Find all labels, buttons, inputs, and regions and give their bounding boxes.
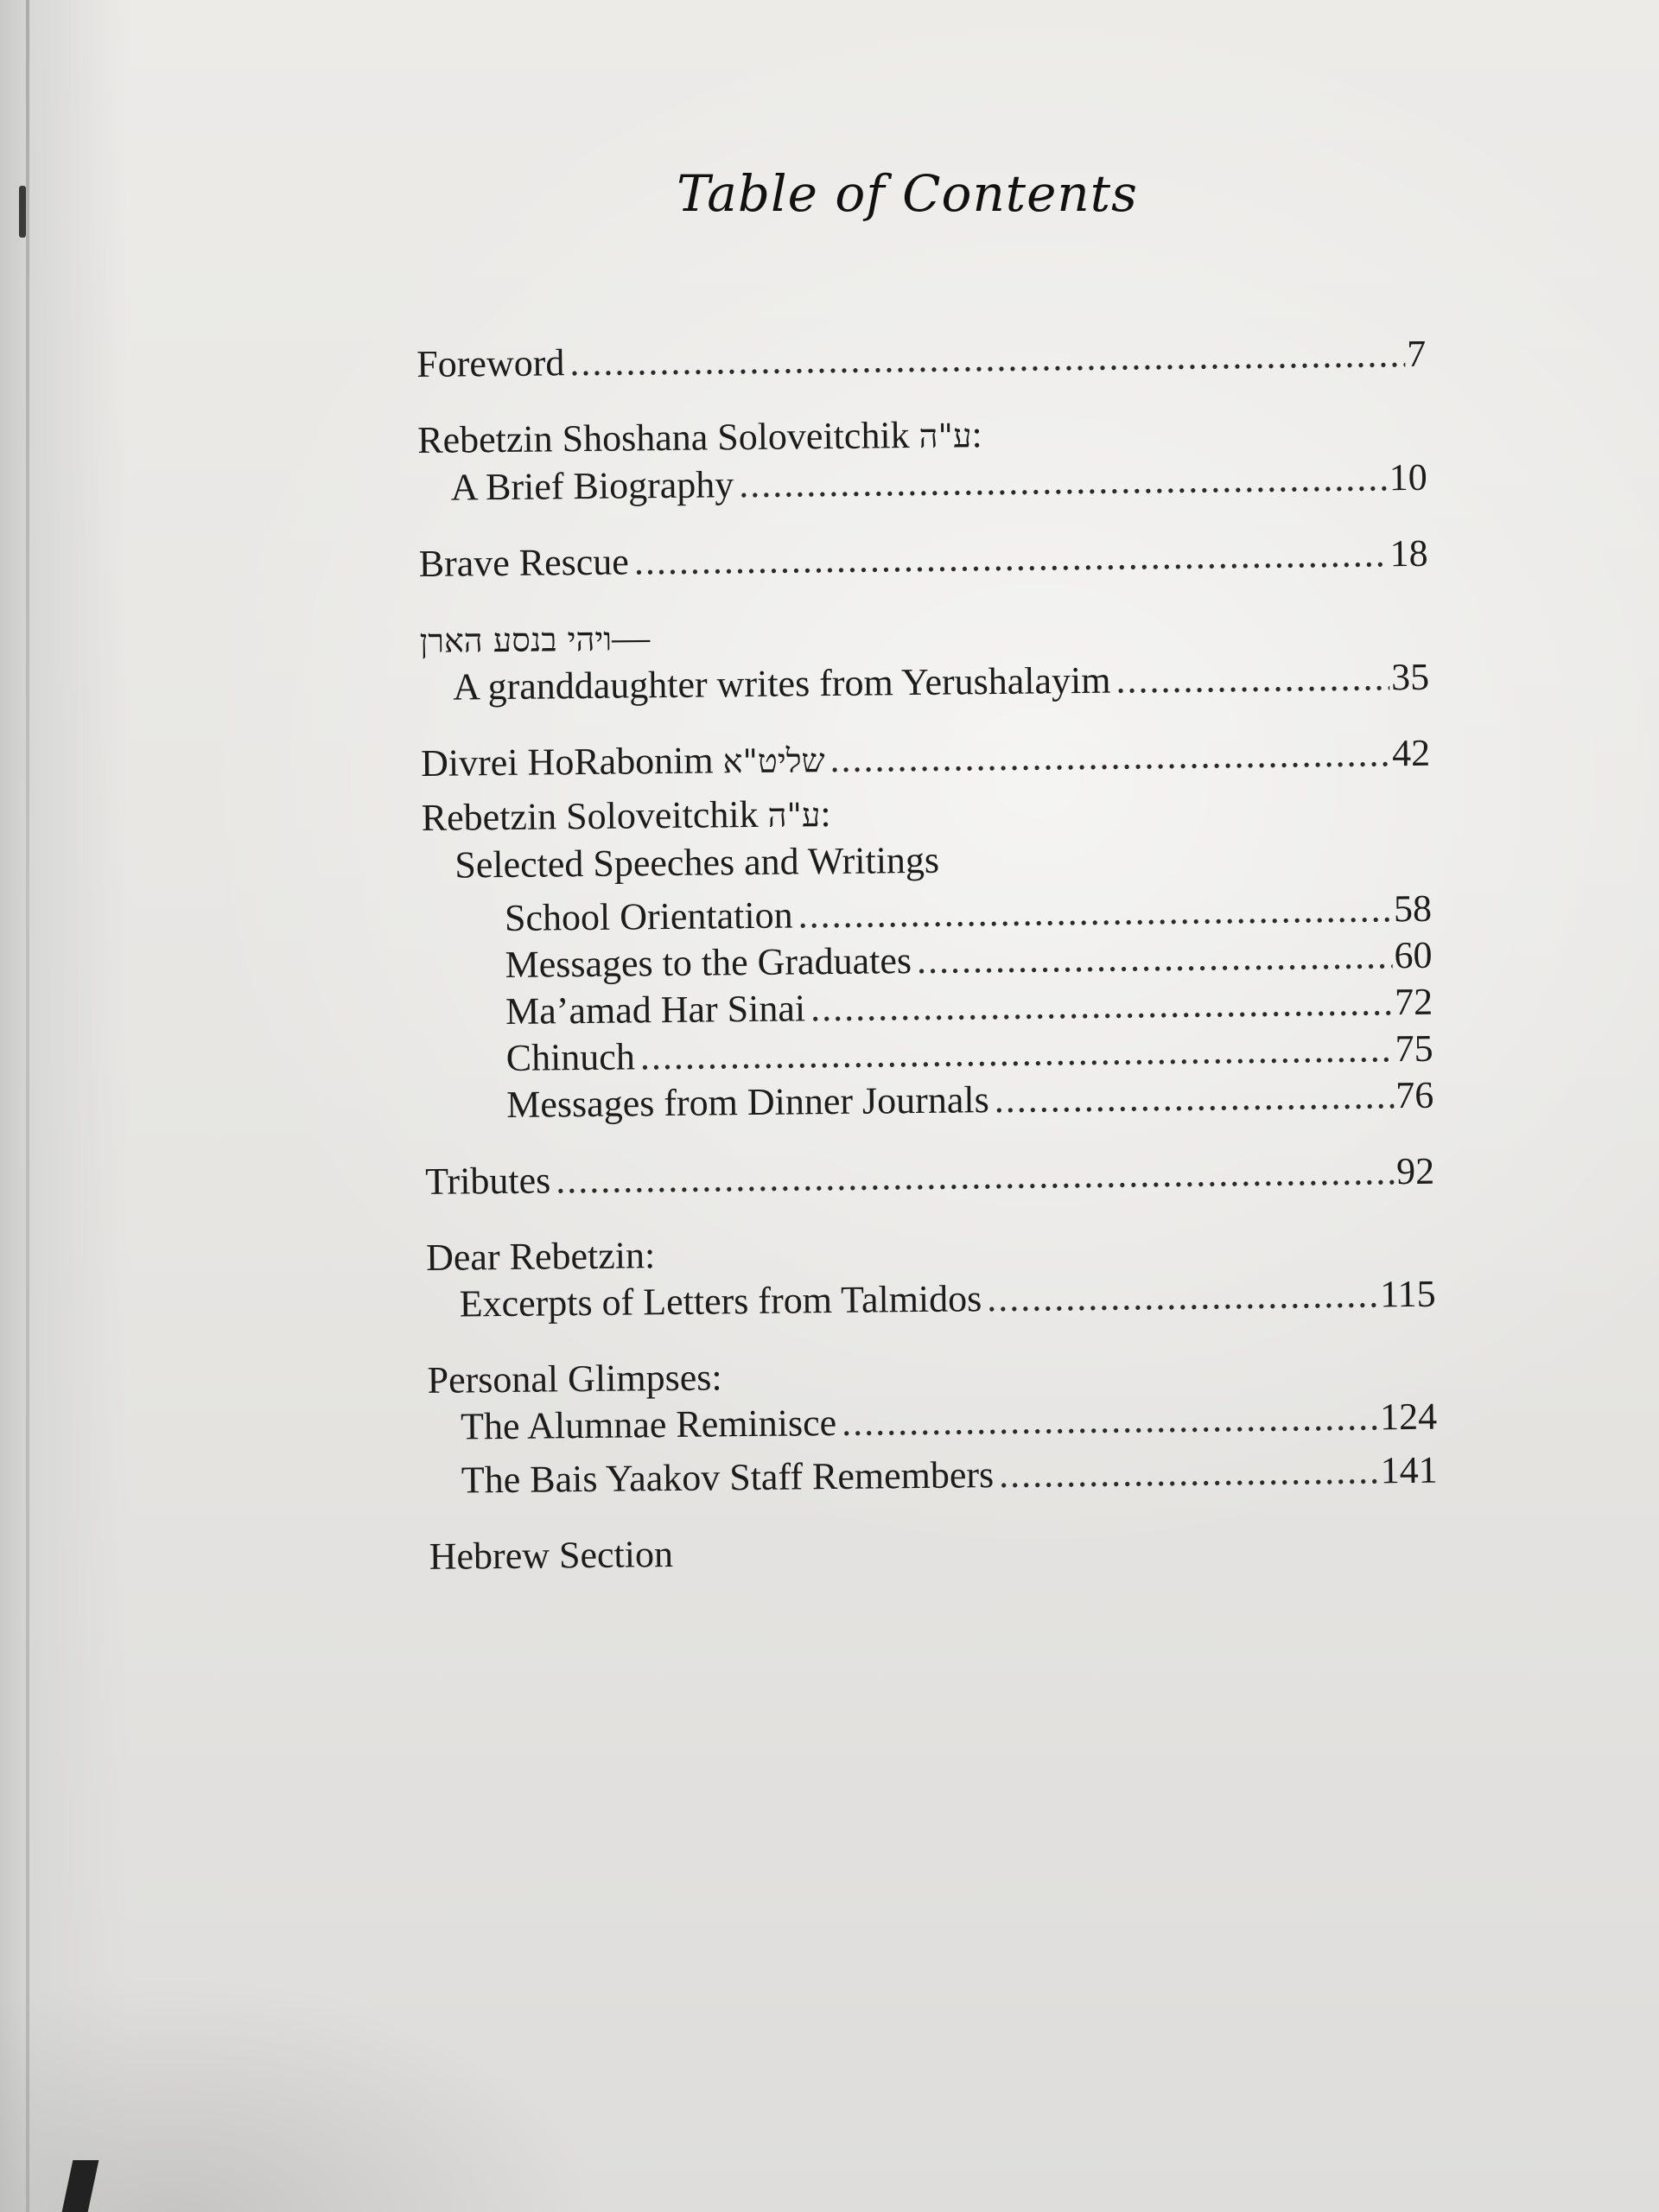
entry-label: Foreword (416, 341, 565, 385)
page-number: 18 (1389, 531, 1428, 575)
page-number: 60 (1394, 933, 1433, 977)
entry-label: The Alumnae Reminisce (460, 1401, 837, 1448)
label-text: Divrei HoRabonim (420, 739, 723, 785)
toc-entry-alumnae[interactable] (428, 1394, 1438, 1451)
page-number: 10 (1389, 455, 1427, 499)
heading-text: Rebetzin Soloveitchik (421, 792, 768, 839)
entry-label: Excerpts of Letters from Talmidos (459, 1277, 982, 1325)
page-number: 76 (1395, 1073, 1434, 1117)
entry-label: Messages from Dinner Journals (506, 1078, 989, 1126)
entry-label: Ma’amad Har Sinai (505, 987, 806, 1033)
toc-entry-divrei[interactable] (421, 730, 1431, 788)
hebrew-honorific: ע"ה (767, 796, 821, 835)
entry-label: Brave Rescue (418, 540, 630, 585)
dot-leader (810, 979, 1394, 1032)
heading-suffix: — (611, 616, 651, 659)
page-number: 42 (1391, 731, 1431, 775)
hebrew-honorific: שליט"א (722, 741, 825, 781)
toc-entry-dinner-journals[interactable] (424, 1072, 1434, 1129)
toc-entry-tributes[interactable] (425, 1148, 1435, 1205)
entry-label: The Bais Yaakov Staff Remembers (461, 1453, 995, 1502)
toc-entry-staff[interactable] (429, 1447, 1439, 1504)
page-number: 72 (1394, 980, 1433, 1024)
toc-heading-glimpses: Personal Glimpses: (427, 1356, 722, 1402)
page-number: 7 (1406, 332, 1427, 375)
toc-entry-granddaughter[interactable] (420, 654, 1430, 711)
heading-suffix: : (971, 413, 982, 456)
hebrew-honorific: ע"ה (918, 416, 972, 455)
toc-entry-biography[interactable] (417, 454, 1427, 512)
table-of-contents (416, 331, 1439, 1580)
dot-leader (634, 531, 1389, 585)
toc-entry-foreword[interactable] (416, 331, 1427, 388)
page-number: 35 (1390, 655, 1430, 699)
page-number: 92 (1395, 1149, 1435, 1193)
entry-label: A Brief Biography (450, 463, 734, 509)
dot-leader (987, 1271, 1379, 1322)
entry-label: School Orientation (504, 893, 793, 939)
dot-leader (842, 1394, 1379, 1446)
page-number: 141 (1380, 1448, 1438, 1492)
toc-entry-hebrew-section[interactable]: Hebrew Section (429, 1532, 674, 1578)
dot-leader (1116, 654, 1389, 703)
page-number: 58 (1393, 887, 1433, 931)
hebrew-heading: ויהי בנסע הארן (419, 620, 613, 660)
entry-label: Messages to the Graduates (505, 939, 912, 986)
entry-label: A granddaughter writes from Yerushalayim (452, 658, 1111, 709)
entry-label: Tributes (424, 1159, 551, 1203)
page-title: Table of Contents (677, 164, 1138, 223)
dot-leader (798, 886, 1392, 938)
page-number: 115 (1379, 1272, 1436, 1316)
dot-leader (994, 1072, 1394, 1123)
toc-entry-rescue[interactable] (418, 531, 1428, 588)
dot-leader (640, 1026, 1394, 1080)
dot-leader (556, 1148, 1395, 1204)
entry-label: Chinuch (505, 1035, 636, 1079)
dot-leader (999, 1447, 1379, 1498)
dot-leader (917, 932, 1393, 984)
toc-heading-dear-rebetzin: Dear Rebetzin: (425, 1234, 656, 1279)
shadow-area (0, 1771, 778, 2212)
heading-suffix: : (820, 792, 831, 836)
toc-subheading-speeches: Selected Speeches and Writings (454, 838, 940, 887)
dot-leader (569, 331, 1405, 386)
dot-leader (739, 454, 1388, 508)
page-number: 75 (1395, 1027, 1433, 1071)
dot-leader (830, 730, 1390, 783)
page-number: 124 (1379, 1395, 1438, 1439)
toc-entry-letters[interactable] (426, 1271, 1436, 1328)
entry-label (421, 736, 825, 788)
heading-text: Rebetzin Shoshana Soloveitchik (416, 413, 919, 461)
